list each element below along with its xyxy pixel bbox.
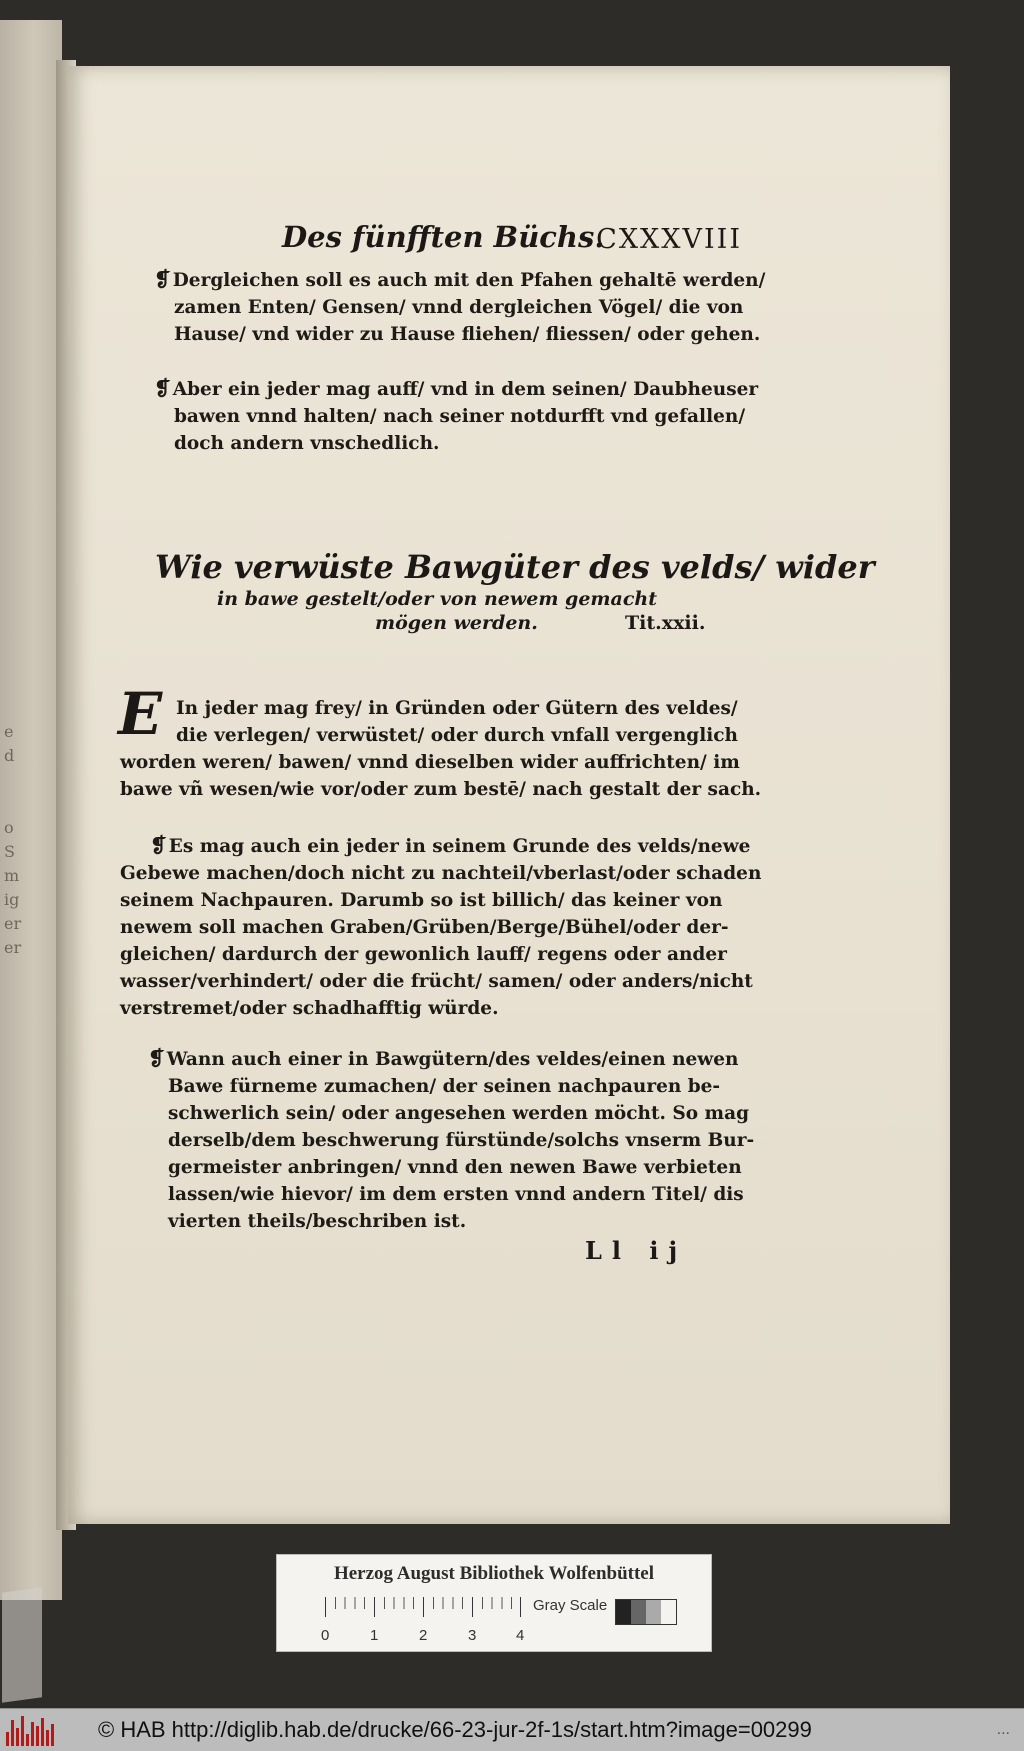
ruler-number: 4 <box>516 1627 525 1644</box>
header-title: Des fünfften Büchs. <box>282 220 605 254</box>
paragraph-5 <box>148 1045 754 1235</box>
folio-number: CXXXVIII <box>596 224 742 255</box>
signature-mark: Ll ij <box>585 1236 688 1265</box>
decorated-initial: E <box>118 680 163 748</box>
text-line: gleichen/ dardurch der gewonlich lauff/ regens oder ander <box>120 944 727 965</box>
viewer-footer-bar <box>0 1708 1024 1751</box>
library-name: Herzog August Bibliothek Wolfenbüttel <box>333 1563 655 1584</box>
text-line: die verlegen/ verwüstet/ oder durch vnfall vergenglich <box>176 725 739 746</box>
paragraph-2 <box>154 375 758 457</box>
prev-mark: er <box>4 914 22 933</box>
paragraph-4 <box>120 832 761 1022</box>
pilcrow-icon: ❡ <box>150 833 167 857</box>
text-line: seinem Nachpauren. Darumb so ist billich/ das keiner von <box>120 890 723 911</box>
previous-page-marks <box>4 720 24 960</box>
gray-scale-label: Gray Scale <box>533 1597 608 1614</box>
text-line: Dergleichen soll es auch mit den Pfahen gehaltē werden/ <box>172 270 766 291</box>
ruler-number: 2 <box>419 1627 428 1644</box>
section-title-line-3-text: mögen werden. <box>375 612 538 634</box>
footer-url-link[interactable]: © HAB http://diglib.hab.de/drucke/66-23-jur-2f-1s/start.htm?image=00299 <box>98 1717 812 1742</box>
text-line: Bawe fürneme zumachen/ der seinen nachpauren be- <box>168 1076 721 1097</box>
ruler-number: 1 <box>370 1627 379 1644</box>
text-line: germeister anbringen/ vnnd den newen Bawe verbieten <box>168 1157 742 1178</box>
section-title-line-1: Wie verwüste Bawgüter des velds/ wider <box>155 548 875 586</box>
text-line: worden weren/ bawen/ vnnd dieselben wider auffrichten/ im <box>120 752 740 773</box>
more-options-icon[interactable]: ... <box>996 1721 1010 1738</box>
text-line: In jeder mag frey/ in Gründen oder Gütern des veldes/ <box>176 698 738 719</box>
text-line: bawe vñ wesen/wie vor/oder zum bestē/ nach gestalt der sach. <box>120 779 762 800</box>
ruler-number: 0 <box>321 1627 330 1644</box>
prev-mark: S <box>4 842 15 861</box>
prev-mark: e <box>4 722 14 741</box>
shelfmark-slip <box>2 1587 42 1703</box>
prev-mark: d <box>4 746 15 765</box>
text-line: Aber ein jeder mag auff/ vnd in dem seinen/ Daubheuser <box>172 379 759 400</box>
titulus-number: Tit.xxii. <box>625 612 706 634</box>
prev-mark: ig <box>4 890 20 909</box>
gray-scale-swatch <box>615 1599 677 1625</box>
text-line: Hause/ vnd wider zu Hause fliehen/ fliessen/ oder gehen. <box>174 324 761 345</box>
text-line: derselb/dem beschwerung fürstünde/solchs vnserm Bur- <box>168 1130 755 1151</box>
text-line: lassen/wie hievor/ im dem ersten vnnd andern Titel/ dis <box>168 1184 744 1205</box>
text-line: vierten theils/beschriben ist. <box>168 1211 467 1232</box>
text-line: Wann auch einer in Bawgütern/des veldes/einen newen <box>166 1049 739 1070</box>
previous-page-edge <box>0 20 62 1600</box>
prev-mark: er <box>4 938 22 957</box>
text-line: Gebewe machen/doch nicht zu nachteil/vberlast/oder schaden <box>120 863 762 884</box>
measurement-ruler <box>325 1597 521 1623</box>
prev-mark: m <box>4 866 20 885</box>
pilcrow-icon: ❡ <box>154 376 171 400</box>
section-title-line-2: in bawe gestelt/oder von newem gemacht <box>217 588 657 610</box>
paragraph-1 <box>154 266 765 348</box>
pilcrow-icon: ❡ <box>148 1046 165 1070</box>
ruler-number: 3 <box>468 1627 477 1644</box>
text-line: doch andern vnschedlich. <box>174 433 440 454</box>
text-line: newem soll machen Graben/Grüben/Berge/Bühel/oder der- <box>120 917 729 938</box>
text-line: Es mag auch ein jeder in seinem Grunde des velds/newe <box>168 836 751 857</box>
text-line: bawen vnnd halten/ nach seiner notdurfft vnd gefallen/ <box>174 406 746 427</box>
prev-mark: o <box>4 818 14 837</box>
text-line: zamen Enten/ Gensen/ vnnd dergleichen Vögel/ die von <box>174 297 744 318</box>
text-line: schwerlich sein/ oder angesehen werden möcht. So mag <box>168 1103 750 1124</box>
section-title <box>155 548 875 634</box>
running-header <box>282 220 742 260</box>
text-line: verstremet/oder schadhafftig würde. <box>120 998 499 1019</box>
library-calibration-card <box>276 1554 712 1652</box>
section-title-line-3 <box>155 612 775 634</box>
hab-logo-icon[interactable] <box>6 1714 54 1746</box>
text-line: wasser/verhindert/ oder die frücht/ samen/ oder anders/nicht <box>120 971 753 992</box>
paragraph-3 <box>120 695 761 803</box>
pilcrow-icon: ❡ <box>154 267 171 291</box>
